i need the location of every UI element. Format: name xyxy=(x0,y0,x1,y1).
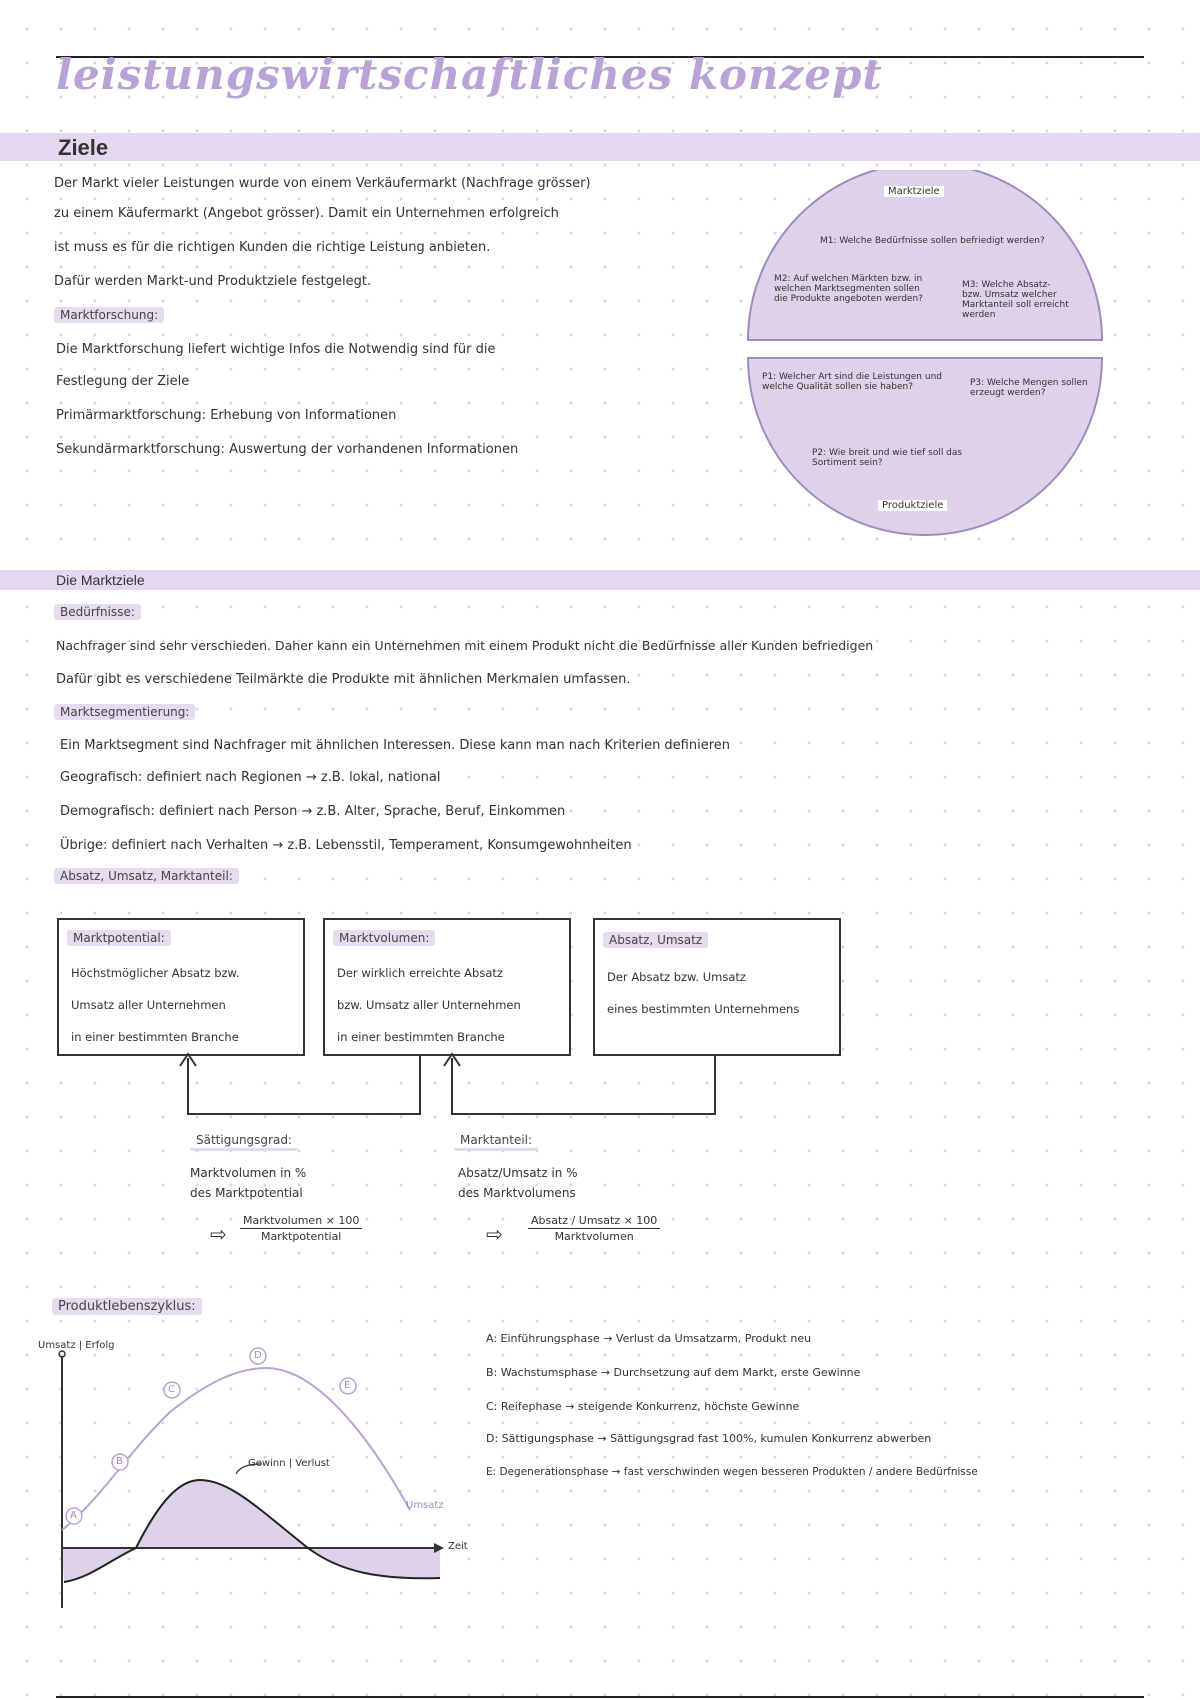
box-line: Umsatz aller Unternehmen xyxy=(71,998,226,1012)
circle-top-label: Marktziele xyxy=(884,186,944,197)
marktforschung-label: Marktforschung: xyxy=(54,307,164,323)
marktforschung-line-2: Festlegung der Ziele xyxy=(56,374,190,389)
saettigung-line-2: des Marktpotential xyxy=(190,1186,303,1200)
marker-d: D xyxy=(254,1350,262,1361)
box-line: bzw. Umsatz aller Unternehmen xyxy=(337,998,521,1012)
box-title: Absatz, Umsatz xyxy=(603,932,708,948)
circle-p3: P3: Welche Mengen sollen erzeugt werden? xyxy=(970,378,1088,398)
circle-m1: M1: Welche Bedürfnisse sollen befriedigt werden? xyxy=(820,236,1045,246)
ziele-circle-diagram xyxy=(740,170,1110,540)
marktforschung-line-4: Sekundärmarktforschung: Auswertung der vorhandenen Informationen xyxy=(56,442,519,457)
marktforschung-line-3: Primärmarktforschung: Erhebung von Informationen xyxy=(56,408,397,423)
connector-marktanteil xyxy=(452,1054,715,1114)
phase-a: A: Einführungsphase → Verlust da Umsatzarm, Produkt neu xyxy=(486,1332,812,1345)
saettigung-arrow-icon: ⇨ xyxy=(210,1224,227,1246)
box-line: in einer bestimmten Branche xyxy=(337,1030,505,1044)
marker-b: B xyxy=(116,1456,123,1467)
segmentierung-label: Marktsegmentierung: xyxy=(54,704,195,720)
beduerfnisse-label: Bedürfnisse: xyxy=(54,604,141,620)
box-title: Marktpotential: xyxy=(67,930,171,946)
plz-chart xyxy=(40,1340,470,1620)
plz-gewinn-label: Gewinn | Verlust xyxy=(248,1458,330,1469)
connector-saettigung xyxy=(188,1054,420,1114)
plz-heading: Produktlebenszyklus: xyxy=(52,1298,202,1315)
formula-denominator: Marktvolumen xyxy=(554,1230,634,1243)
formula-numerator: Absatz / Umsatz × 100 xyxy=(528,1214,660,1229)
box-line: Der Absatz bzw. Umsatz xyxy=(607,970,746,984)
box-title: Marktvolumen: xyxy=(333,930,435,946)
box-marktpotential xyxy=(57,918,305,1056)
ziele-line-4: Dafür werden Markt-und Produktziele festgelegt. xyxy=(54,274,372,289)
ziele-line-2: zu einem Käufermarkt (Angebot grösser). Damit ein Unternehmen erfolgreich xyxy=(54,206,559,221)
phase-e: E: Degenerationsphase → fast verschwinden wegen besseren Produkten / andere Bedürfnisse xyxy=(486,1466,978,1478)
box-connectors xyxy=(0,1050,800,1120)
circle-m2: M2: Auf welchen Märkten bzw. in welchen Marktsegmenten sollen die Produkte angeboten werden? xyxy=(774,274,923,304)
formula-numerator: Marktvolumen × 100 xyxy=(240,1214,362,1229)
section-heading-marktziele: Die Marktziele xyxy=(56,572,145,588)
circle-p1: P1: Welcher Art sind die Leistungen und welche Qualität sollen sie haben? xyxy=(762,372,942,392)
section-heading-ziele: Ziele xyxy=(58,135,109,160)
box-absatz-umsatz xyxy=(593,918,841,1056)
gewinn-area xyxy=(136,1480,308,1548)
beduerfnisse-line-2: Dafür gibt es verschiedene Teilmärkte die Produkte mit ähnlichen Merkmalen umfassen. xyxy=(56,672,631,687)
box-marktvolumen xyxy=(323,918,571,1056)
page-title: leistungswirtschaftliches konzept xyxy=(56,50,883,99)
marktanteil-line-2: des Marktvolumens xyxy=(458,1186,576,1200)
ziele-line-1: Der Markt vieler Leistungen wurde von einem Verkäufermarkt (Nachfrage grösser) xyxy=(54,176,591,191)
beduerfnisse-line-1: Nachfrager sind sehr verschieden. Daher kann ein Unternehmen mit einem Produkt nicht die Bedürfnisse aller Kunden befriedigen xyxy=(56,638,874,653)
marker-c: C xyxy=(168,1384,175,1395)
saettigung-formula xyxy=(240,1214,362,1243)
plz-x-axis-label: Zeit xyxy=(448,1541,468,1552)
circle-bottom-label: Produktziele xyxy=(878,500,947,511)
segment-line-3: Demografisch: definiert nach Person → z.B. Alter, Sprache, Beruf, Einkommen xyxy=(60,804,566,819)
box-line: Der wirklich erreichte Absatz xyxy=(337,966,503,980)
segment-line-1: Ein Marktsegment sind Nachfrager mit ähnlichen Interessen. Diese kann man nach Kriterien definieren xyxy=(60,738,731,753)
segment-line-2: Geografisch: definiert nach Regionen → z.B. lokal, national xyxy=(60,770,441,785)
marker-e: E xyxy=(344,1380,351,1391)
plz-y-axis-label: Umsatz | Erfolg xyxy=(38,1340,115,1351)
bottom-rule xyxy=(56,1696,1144,1698)
section-band-ziele xyxy=(0,133,1200,161)
marktanteil-formula xyxy=(528,1214,660,1243)
plz-umsatz-label: Umsatz xyxy=(406,1500,444,1511)
marktforschung-line-1: Die Marktforschung liefert wichtige Infos die Notwendig sind für die xyxy=(56,342,496,357)
phase-c: C: Reifephase → steigende Konkurrenz, höchste Gewinne xyxy=(486,1400,800,1413)
marktanteil-label: Marktanteil: xyxy=(454,1132,538,1151)
segment-line-4: Übrige: definiert nach Verhalten → z.B. Lebensstil, Temperament, Konsumgewohnheiten xyxy=(60,838,632,853)
absatz-umsatz-label: Absatz, Umsatz, Marktanteil: xyxy=(54,868,239,884)
box-line: eines bestimmten Unternehmens xyxy=(607,1002,800,1016)
section-band-marktziele xyxy=(0,570,1200,590)
marktanteil-arrow-icon: ⇨ xyxy=(486,1224,503,1246)
formula-denominator: Marktpotential xyxy=(261,1230,342,1243)
circle-p2: P2: Wie breit und wie tief soll das Sortiment sein? xyxy=(812,448,963,468)
box-line: in einer bestimmten Branche xyxy=(71,1030,239,1044)
saettigung-line-1: Marktvolumen in % xyxy=(190,1166,307,1180)
ziele-line-3: ist muss es für die richtigen Kunden die richtige Leistung anbieten. xyxy=(54,240,491,255)
marker-a: A xyxy=(70,1510,77,1521)
box-line: Höchstmöglicher Absatz bzw. xyxy=(71,966,240,980)
phase-d: D: Sättigungsphase → Sättigungsgrad fast 100%, kumulen Konkurrenz abwerben xyxy=(486,1432,932,1445)
phase-b: B: Wachstumsphase → Durchsetzung auf dem Markt, erste Gewinne xyxy=(486,1366,861,1379)
marktanteil-line-1: Absatz/Umsatz in % xyxy=(458,1166,578,1180)
saettigung-label: Sättigungsgrad: xyxy=(190,1132,298,1151)
circle-m3: M3: Welche Absatz- bzw. Umsatz welcher Marktanteil soll erreicht werden xyxy=(962,280,1069,320)
